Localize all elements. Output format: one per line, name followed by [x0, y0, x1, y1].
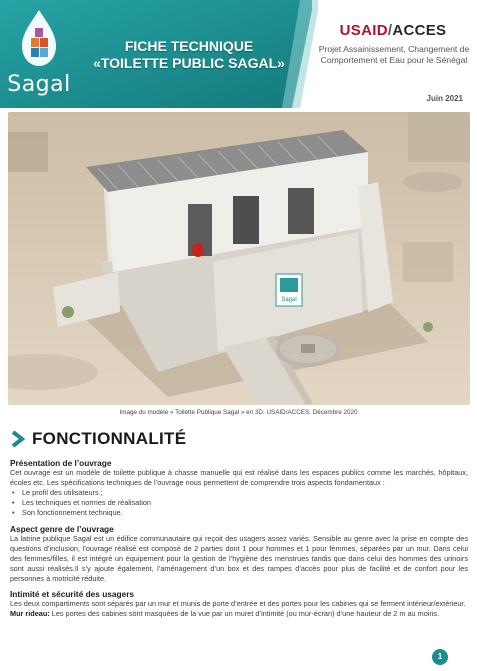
document-title: [80, 38, 298, 72]
toilet-3d-render-image: [8, 112, 470, 405]
chevron-right-icon: [10, 429, 26, 449]
building-logo-label: Sagal: [281, 297, 297, 303]
list-item: • Son fonctionnement technique.: [10, 508, 468, 518]
genre-heading: Aspect genre de l’ouvrage: [10, 523, 114, 534]
list-item: • Le profil des utilisateurs ;: [10, 488, 468, 498]
section-body: [10, 458, 468, 619]
title-line-2: «TOILETTE PUBLIC SAGAL»: [93, 55, 285, 71]
securite-text: Les deux compartiments sont séparés par un mur et munis de porte d’entrée et des portes pour les cabines qui se ferment intérieur/extérieur.: [10, 599, 466, 609]
securite-heading: Intimité et sécurité des usagers: [10, 589, 135, 600]
logo-slash: /: [387, 22, 393, 39]
section-heading: [10, 428, 186, 450]
acces-text: ACCES: [392, 22, 447, 39]
document-header: [0, 0, 477, 108]
project-description: Projet Assainissement, Changement de Comportement et Eau pour le Sénégal: [318, 44, 470, 65]
page-number: 1: [432, 649, 448, 665]
section-title: FONCTIONNALITÉ: [32, 429, 187, 448]
presentation-heading: Présentation de l’ouvrage: [10, 458, 112, 468]
list-item: • Les techniques et normes de réalisation: [10, 498, 468, 508]
title-line-1: FICHE TECHNIQUE: [124, 38, 254, 54]
mur-rideau-label: Mur rideau:: [10, 609, 50, 619]
publication-date: Juin 2021: [426, 94, 463, 103]
genre-text: La latrine publique Sagal est un édifice communautaire qui reçoit des usagers assez variés. Sensible au genre avec la prise en compte des questions d’inclusion, l’ouvrage réalisé est composé de 2 parties dont 1 pour hommes et 1 pour femmes, séparées par un mur. Dans celui des femmes/filles, il est intégré un équipement pour la gestion de l’hygiène des menstrues tandis que dans celui des hommes des urinoirs sont aussi réalisés.Il s’y ajoute également, l’aménagement d’un box et des rampes d’accès pour plus de facilité et de confort pour les personnes à motricité réduite.: [10, 533, 468, 584]
sagal-logo-text: Sagal: [7, 72, 71, 97]
presentation-text: Cet ouvrage est un modèle de toilette publique à chasse manuelle qui est réalisé dans les espaces publics comme les marchés, hôpitaux, écoles etc. Les spécifications techniques de l’ouvrage nous permettent de comprendre trois aspects fondamentaux :: [10, 468, 468, 488]
image-caption: Image du modèle « Toilette Publique Sagal » en 3D. USAID/ACCES, Décembre 2020: [119, 409, 358, 416]
mur-rideau-paragraph: [10, 609, 468, 619]
mur-rideau-text: Les portes des cabines sont masquées de la vue par un muret d’intimité (ou mur-écran) d’une hauteur de 2 m au moins.: [49, 609, 440, 619]
usaid-text: USAID: [339, 22, 388, 39]
usaid-acces-logo: [318, 22, 468, 39]
presentation-list: [10, 488, 468, 518]
